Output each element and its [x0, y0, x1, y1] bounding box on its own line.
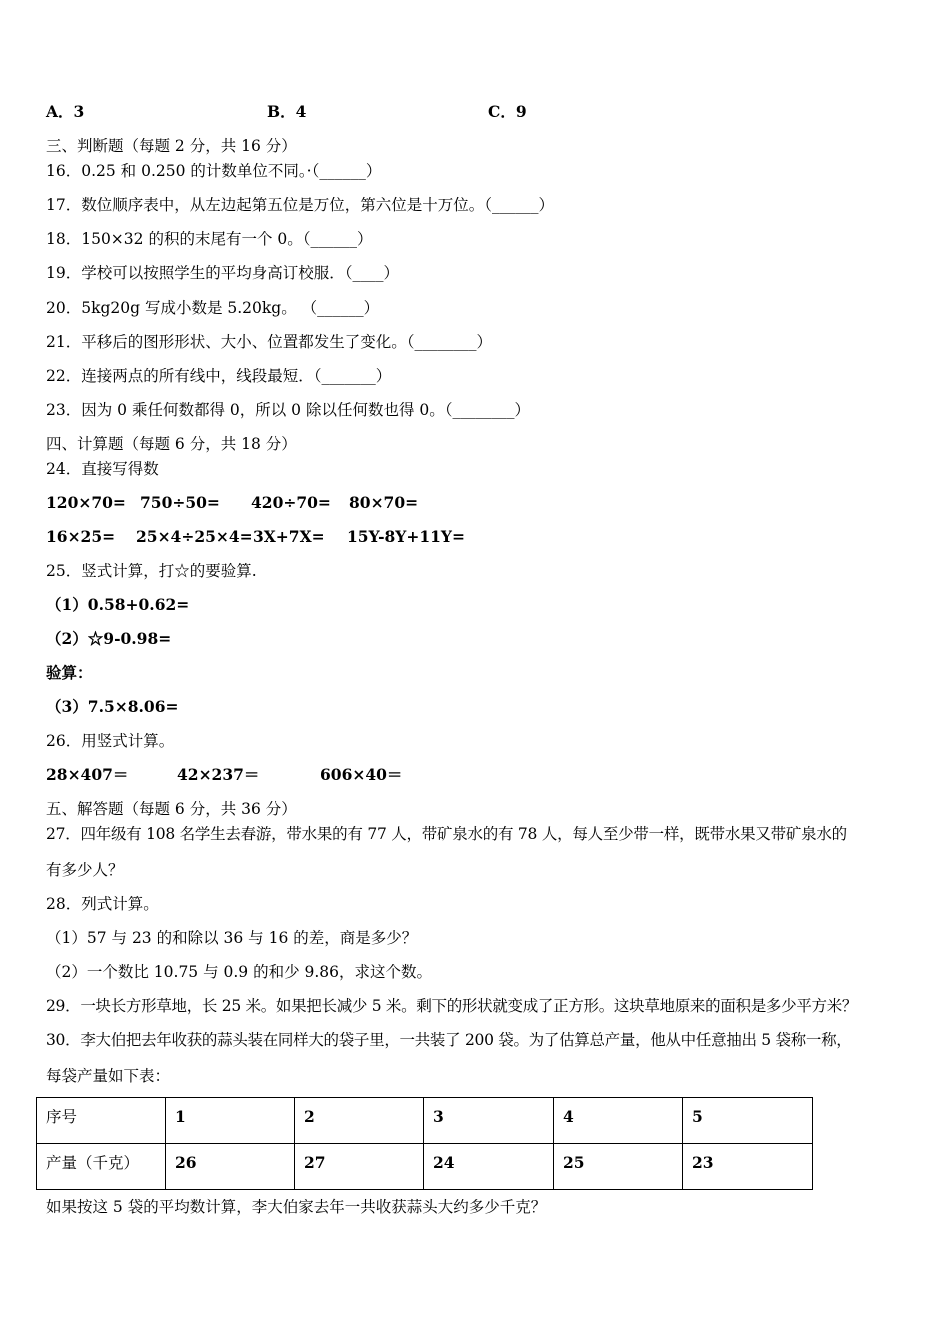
table-row — [37, 1098, 813, 1144]
table-header-cell: 产量（千克） — [37, 1144, 166, 1190]
calc-item: 120×70= — [46, 493, 126, 512]
table-cell: 1 — [166, 1098, 295, 1144]
section4-heading: 四、计算题（每题 6 分，共 18 分） — [46, 435, 297, 453]
question-17: 17．数位顺序表中，从左边起第五位是万位，第六位是十万位。（______） — [46, 196, 554, 214]
question-29: 29．一块长方形草地，长 25 米。如果把长减少 5 米。剩下的形状就变成了正方形。这块草地原来的面积是多少平方米？ — [46, 997, 858, 1015]
question-25-item-1: （1）0.58+0.62= — [46, 595, 190, 614]
table-row — [37, 1144, 813, 1190]
table-cell: 2 — [295, 1098, 424, 1144]
question-30-line1: 30．李大伯把去年收获的蒜头装在同样大的袋子里，一共装了 200 袋。为了估算总产量，他从中任意抽出 5 袋称一称， — [46, 1031, 852, 1049]
table-cell: 3 — [424, 1098, 554, 1144]
calc-item: 420÷70= — [251, 493, 331, 512]
calc-item: 750÷50= — [140, 493, 220, 512]
table-cell: 27 — [295, 1144, 424, 1190]
question-20: 20．5kg20g 写成小数是 5.20kg。 （______） — [46, 299, 380, 317]
question-25-item-3: （3）7.5×8.06= — [46, 697, 179, 716]
calc-item: 16×25= — [46, 527, 116, 546]
question-24-title: 24．直接写得数 — [46, 460, 159, 478]
verification-label: 验算： — [46, 663, 93, 682]
calc-item: 80×70= — [349, 493, 419, 512]
option-c: C．9 — [488, 102, 527, 121]
question-25-title: 25．竖式计算，打☆的要验算. — [46, 562, 257, 580]
question-30-line2: 每袋产量如下表： — [46, 1067, 171, 1085]
table-cell: 25 — [554, 1144, 683, 1190]
question-28-item-1: （1）57 与 23 的和除以 36 与 16 的差，商是多少？ — [46, 929, 418, 947]
calc-item: 15Y-8Y+11Y= — [347, 527, 465, 546]
question-26-title: 26．用竖式计算。 — [46, 732, 175, 750]
question-28-title: 28．列式计算。 — [46, 895, 159, 913]
question-16: 16．0.25 和 0.250 的计数单位不同。·（______） — [46, 162, 382, 180]
question-27-line1: 27．四年级有 108 名学生去春游，带水果的有 77 人，带矿泉水的有 78 人，每人至少带一样，既带水果又带矿泉水的 — [46, 825, 847, 843]
harvest-table — [36, 1097, 813, 1190]
table-header-cell: 序号 — [37, 1098, 166, 1144]
calc-item: 28×407＝ — [46, 765, 129, 784]
question-18: 18．150×32 的积的末尾有一个 0。（______） — [46, 230, 373, 248]
calc-item: 25×4÷25×4= — [136, 527, 253, 546]
question-30-question: 如果按这 5 袋的平均数计算，李大伯家去年一共收获蒜头大约多少千克？ — [46, 1198, 547, 1216]
calc-item: 606×40＝ — [320, 765, 403, 784]
question-21: 21．平移后的图形形状、大小、位置都发生了变化。（________） — [46, 333, 492, 351]
table-cell: 24 — [424, 1144, 554, 1190]
calc-item: 3X+7X= — [253, 527, 325, 546]
calc-item: 42×237＝ — [177, 765, 260, 784]
option-a: A．3 — [46, 102, 85, 121]
question-27-line2: 有多少人？ — [46, 861, 124, 879]
question-19: 19．学校可以按照学生的平均身高订校服．（____） — [46, 264, 399, 282]
table-cell: 23 — [683, 1144, 813, 1190]
section5-heading: 五、解答题（每题 6 分，共 36 分） — [46, 800, 297, 818]
question-23: 23．因为 0 乘任何数都得 0，所以 0 除以任何数也得 0。（________） — [46, 401, 530, 419]
question-28-item-2: （2）一个数比 10.75 与 0.9 的和少 9.86，求这个数。 — [46, 963, 433, 981]
question-25-item-2: （2）☆9-0.98= — [46, 629, 172, 648]
table-cell: 5 — [683, 1098, 813, 1144]
option-b: B．4 — [267, 102, 307, 121]
table-cell: 26 — [166, 1144, 295, 1190]
section3-heading: 三、判断题（每题 2 分，共 16 分） — [46, 137, 297, 155]
table-cell: 4 — [554, 1098, 683, 1144]
question-22: 22．连接两点的所有线中，线段最短．（_______） — [46, 367, 392, 385]
